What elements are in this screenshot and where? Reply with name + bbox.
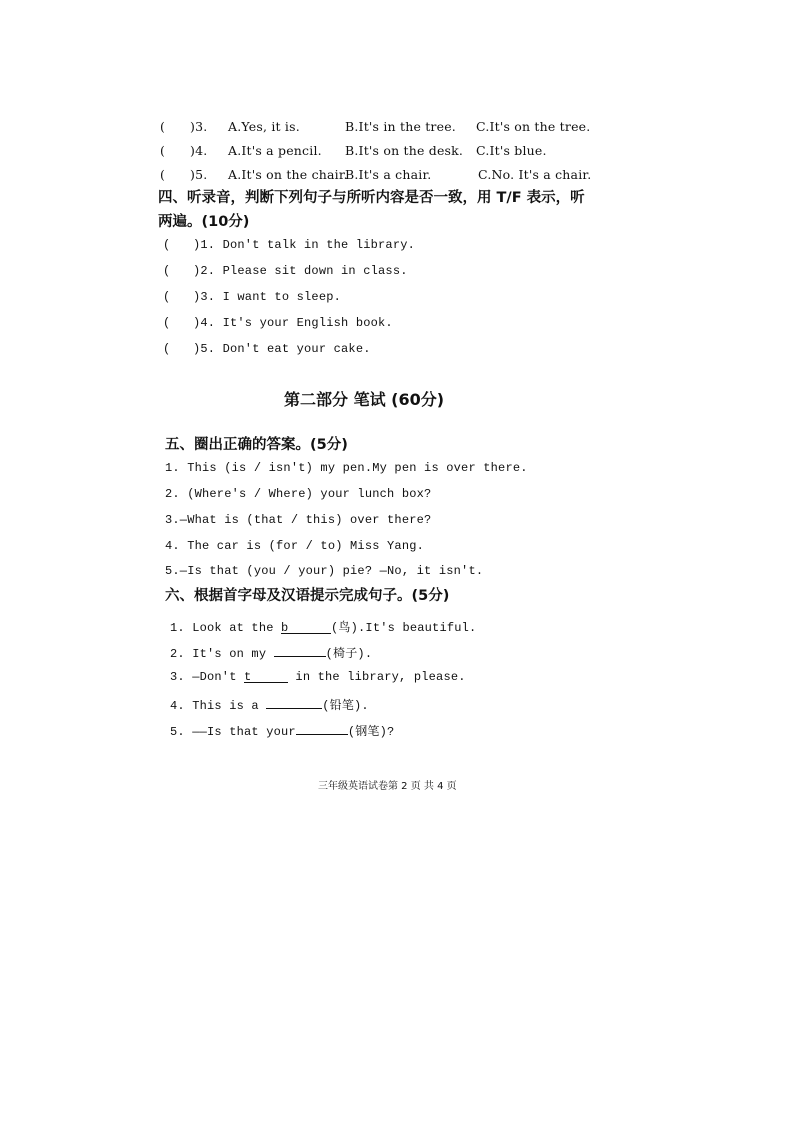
option-b: B.It's on the desk. (345, 143, 464, 158)
option-c: C.It's blue. (476, 143, 547, 158)
option-c: C.It's on the tree. (476, 119, 591, 134)
choice-item-5 (160, 167, 592, 182)
item-suffix: (鸟).It's beautiful. (331, 621, 477, 635)
answer-blank[interactable] (281, 621, 331, 634)
section5-heading: 五、圈出正确的答案。(5分) (165, 437, 348, 453)
fill-item-1 (170, 618, 476, 635)
answer-blank[interactable] (266, 696, 322, 709)
circle-item-4: 4. The car is (for / to) Miss Yang. (165, 539, 425, 553)
item-number: )4. (190, 143, 208, 158)
item-prefix: 3. —Don't (170, 670, 245, 684)
section4-heading-line2: 两遍。(10分) (158, 214, 250, 230)
item-suffix: in the library, please. (288, 670, 466, 684)
answer-paren[interactable]: ( (163, 316, 171, 330)
part2-title: 第二部分 笔试 (60分) (284, 390, 445, 409)
fill-item-2 (170, 644, 372, 661)
option-a: A.It's on the chair. (228, 167, 348, 182)
option-b: B.It's a chair. (345, 167, 432, 182)
item-text: )4. It's your English book. (193, 316, 393, 330)
option-b: B.It's in the tree. (345, 119, 456, 134)
answer-paren[interactable]: ( (160, 143, 166, 158)
item-suffix: (椅子). (325, 647, 373, 661)
answer-paren[interactable]: ( (163, 342, 171, 356)
answer-paren[interactable]: ( (163, 264, 171, 278)
choice-item-3 (160, 119, 591, 134)
section6-heading: 六、根据首字母及汉语提示完成句子。(5分) (165, 588, 450, 604)
hint-letter: b (281, 621, 289, 635)
fill-item-4 (170, 696, 369, 713)
item-text: )3. I want to sleep. (193, 290, 342, 304)
item-prefix: 2. It's on my (170, 647, 274, 661)
answer-blank[interactable] (274, 644, 326, 657)
circle-item-1: 1. This (is / isn't) my pen.My pen is over there. (165, 461, 528, 475)
item-text: )5. Don't eat your cake. (193, 342, 371, 356)
option-a: A.Yes, it is. (228, 119, 300, 134)
tf-item-2 (163, 264, 408, 278)
item-text: )1. Don't talk in the library. (193, 238, 416, 252)
fill-item-3 (170, 670, 466, 684)
answer-paren[interactable]: ( (163, 290, 171, 304)
item-prefix: 5. ——Is that your (170, 725, 296, 739)
item-number: )3. (190, 119, 208, 134)
answer-paren[interactable]: ( (160, 167, 166, 182)
page-footer: 三年级英语试卷第 2 页 共 4 页 (318, 781, 457, 792)
answer-blank[interactable] (296, 722, 348, 735)
option-c: C.No. It's a chair. (478, 167, 592, 182)
answer-paren[interactable]: ( (163, 238, 171, 252)
item-suffix: (铅笔). (322, 699, 369, 713)
answer-paren[interactable]: ( (160, 119, 166, 134)
option-a: A.It's a pencil. (228, 143, 322, 158)
circle-item-5: 5.—Is that (you / your) pie? —No, it isn't. (165, 564, 484, 578)
tf-item-5 (163, 342, 371, 356)
section4-heading-line1: 四、听录音，判断下列句子与所听内容是否一致，用 T/F 表示，听 (158, 190, 585, 206)
tf-item-3 (163, 290, 341, 304)
tf-item-1 (163, 238, 415, 252)
item-suffix: (钢笔)? (347, 725, 395, 739)
item-prefix: 1. Look at the (170, 621, 282, 635)
tf-item-4 (163, 316, 393, 330)
item-prefix: 4. This is a (170, 699, 267, 713)
item-text: )2. Please sit down in class. (193, 264, 408, 278)
answer-blank[interactable] (244, 670, 288, 683)
hint-letter: t (244, 670, 252, 684)
choice-item-4 (160, 143, 547, 158)
fill-item-5 (170, 722, 394, 739)
circle-item-3: 3.—What is (that / this) over there? (165, 513, 432, 527)
circle-item-2: 2. (Where's / Where) your lunch box? (165, 487, 432, 501)
item-number: )5. (190, 167, 208, 182)
